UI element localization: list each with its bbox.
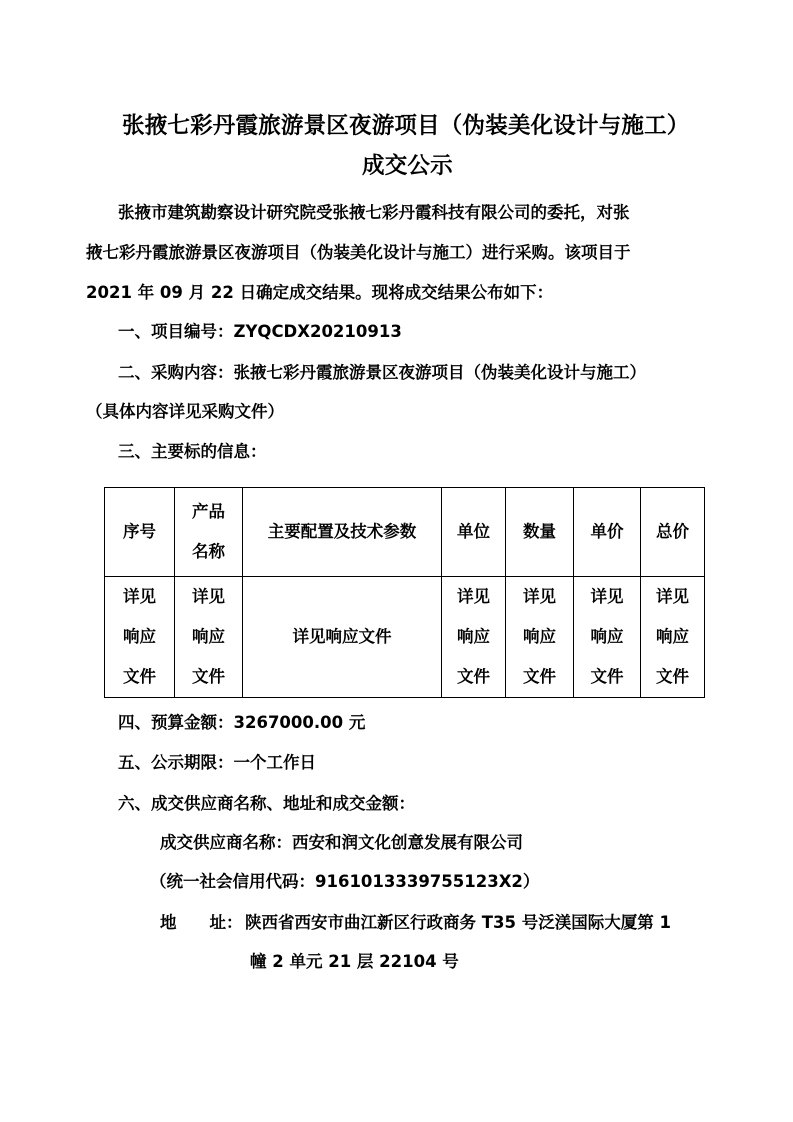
supplier-address-label: 地 址： <box>160 913 243 932</box>
table-row <box>105 577 705 698</box>
document-title-line2: 成交公示 <box>362 153 453 179</box>
intro-line3: 2021 年 09 月 22 日确定成交结果。现将成交结果公布如下： <box>86 283 554 302</box>
main-subject-heading: 三、主要标的信息： <box>118 442 267 461</box>
intro-line2: 掖七彩丹霞旅游景区夜游项目（伪装美化设计与施工）进行采购。该项目于 <box>86 243 631 262</box>
supplier-address-line2: 幢 2 单元 21 层 22104 号 <box>250 952 459 971</box>
header-cell: 序号 <box>105 488 175 577</box>
header-cell: 数量 <box>506 488 574 577</box>
publicity-period: 五、公示期限：一个工作日 <box>118 753 316 772</box>
procurement-content-line1: 二、采购内容：张掖七彩丹霞旅游景区夜游项目（伪装美化设计与施工） <box>118 363 646 382</box>
table-cell: 详见响应文件 <box>574 577 641 698</box>
subject-info-table <box>104 487 705 698</box>
document-title-line1: 张掖七彩丹霞旅游景区夜游项目（伪装美化设计与施工） <box>122 113 690 139</box>
project-number: 一、项目编号：ZYQCDX20210913 <box>118 322 402 341</box>
budget-amount: 四、预算金额：3267000.00 元 <box>118 713 366 732</box>
header-cell: 主要配置及技术参数 <box>243 488 442 577</box>
table-header-row <box>105 488 705 577</box>
table-cell: 详见响应文件 <box>105 577 175 698</box>
supplier-address-line1: 陕西省西安市曲江新区行政商务 T35 号泛渼国际大厦第 1 <box>245 913 671 932</box>
header-cell: 单价 <box>574 488 641 577</box>
supplier-heading: 六、成交供应商名称、地址和成交金额： <box>118 794 415 813</box>
table-cell: 详见响应文件 <box>442 577 506 698</box>
table-cell: 详见响应文件 <box>243 577 442 698</box>
procurement-content-line2: （具体内容详见采购文件） <box>86 402 284 421</box>
table-cell: 详见响应文件 <box>641 577 705 698</box>
supplier-name: 成交供应商名称：西安和润文化创意发展有限公司 <box>160 833 523 852</box>
header-cell: 总价 <box>641 488 705 577</box>
table-cell: 详见响应文件 <box>175 577 243 698</box>
supplier-credit-code: （统一社会信用代码：9161013339755123X2） <box>150 872 540 891</box>
table-cell: 详见响应文件 <box>506 577 574 698</box>
header-cell: 单位 <box>442 488 506 577</box>
header-cell: 产品名称 <box>175 488 243 577</box>
intro-line1: 张掖市建筑勘察设计研究院受张掖七彩丹霞科技有限公司的委托，对张 <box>118 203 630 222</box>
